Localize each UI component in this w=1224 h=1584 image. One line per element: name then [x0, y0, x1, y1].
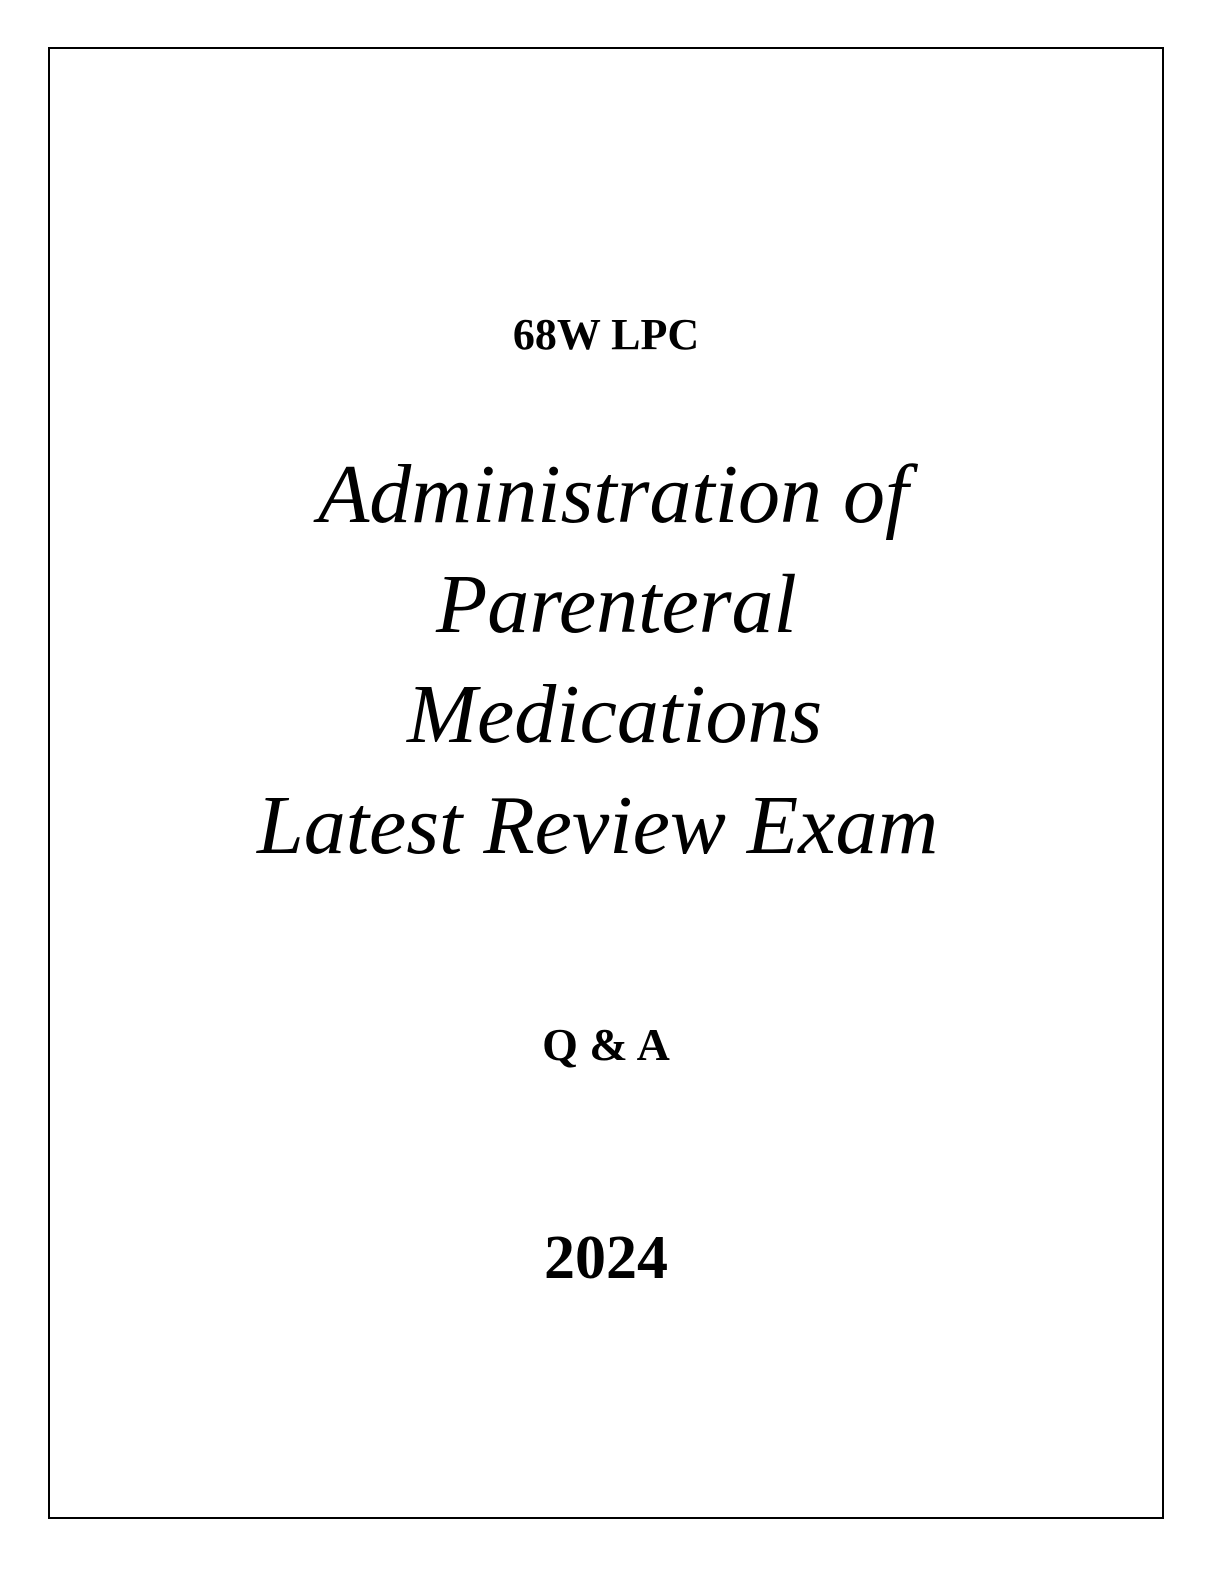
format-label: Q & A — [542, 1019, 670, 1070]
title-line-2: Parenteral — [436, 558, 797, 651]
title-line-4: Latest Review Exam — [257, 779, 939, 872]
title-line-1: Administration of — [318, 448, 909, 541]
title-line-3: Medications — [407, 668, 823, 761]
year-label: 2024 — [544, 1224, 668, 1292]
course-code: 68W LPC — [512, 310, 700, 359]
